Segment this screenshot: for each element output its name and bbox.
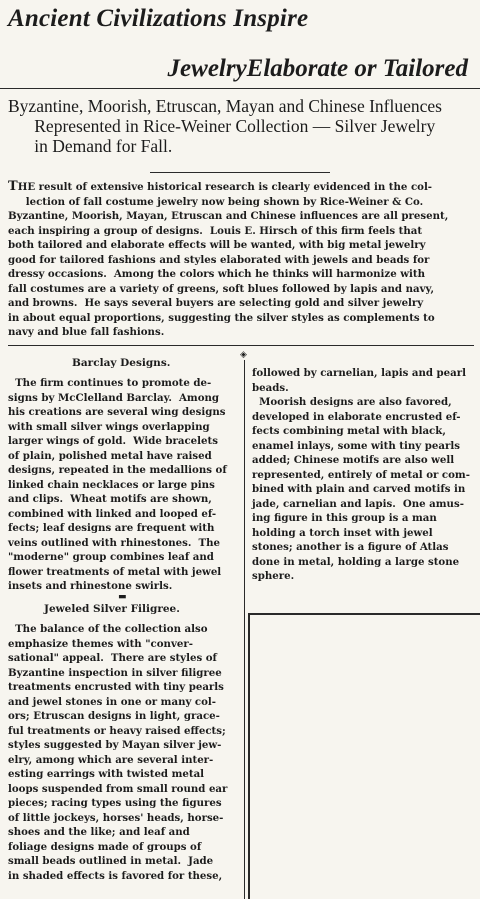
left-column-paragraph-2: The balance of the collection also emphasize themes with "conver- sational" appeal. There are styles of Byzantine inspection in silver filigree treatments encrusted with tiny pearls and jewel stones in one or many col- ors; Etruscan designs in light, grace- ful treatments or heavy raised effects; styles suggested by Mayan silver jew- elry, among which are several inter- esting earrings with twisted metal loops suspended from small round ear pieces; racing types using the figures of little jockeys, horses' heads, horse- shoes and the like; and leaf and foliage designs made of groups of small beads outlined in metal. Jade in shaded effects is favored for these, xyxy=(8,623,228,882)
headline-line-1: Ancient Civilizations Inspire xyxy=(8,5,309,32)
drop-cap: T xyxy=(8,179,18,194)
right-column-text: followed by carnelian, lapis and pearl beads. Moorish designs are also favored, developed in elaborate encrusted ef- fects combining metal with black, enamel inlays, some with tiny pearls added; Chinese motifs are also well represented, entirely of metal or com- bined with plain and carved motifs in jade, carnelian and lapis. One amus- ing figure in this group is a man holding a torch inset with jewel stones; another is a figure of Atlas done in metal, holding a large stone sphere. xyxy=(252,367,470,582)
subhead-ornament: ▬ xyxy=(118,592,127,602)
column-top-rule xyxy=(8,345,474,346)
column-ornament: ◈ xyxy=(240,350,247,360)
headline-line-2: JewelryElaborate or Tailored xyxy=(167,55,468,82)
left-column-paragraph-1: The firm continues to promote de- signs by McClelland Barclay. Among his creations are several wing designs with small silver wings overlapping larger wings of gold. Wide bracelets of plain, polished metal have raised designs, repeated in the medallions of linked chain necklaces or large pins and clips. Wheat motifs are shown, combined with linked and looped ef- fects; leaf designs are frequent with veins outlined with rhinestones. The "moderne" group combines leaf and flower treatments of metal with jewel insets and rhinestone swirls. xyxy=(8,377,227,592)
subhead-jeweled-silver-filigree: Jeweled Silver Filigree. xyxy=(44,603,180,615)
lead-paragraph xyxy=(8,180,474,340)
lead-text: HE result of extensive historical research is clearly evidenced in the col- lection of fall costume jewelry now being shown by Rice-Weiner & Co. Byzantine, Moorish, Mayan, Etruscan and Chinese influences are all present, each inspiring a group of designs. Louis E. Hirsch of this firm feels that both tailored and elaborate effects will be wanted, with big metal jewelry good for tailored fashions and styles elaborated with jewels and beads for dressy occasions. Among the colors which he thinks will harmonize with fall costumes are a variety of greens, soft blues followed by lapis and navy, and browns. He says several buyers are selecting gold and silver jewelry in about equal proportions, suggesting the silver styles as complements to navy and blue fall fashions. xyxy=(8,181,449,338)
deck-divider xyxy=(150,172,330,173)
headline-divider xyxy=(0,88,480,89)
column-divider xyxy=(244,360,245,899)
subhead-barclay-designs: Barclay Designs. xyxy=(72,357,171,369)
deck-subheadline: Byzantine, Moorish, Etruscan, Mayan and Chinese Influences Represented in Rice-Weiner Collection — Silver Jewelry in Demand for Fall. xyxy=(8,96,442,156)
blank-box xyxy=(248,613,480,899)
